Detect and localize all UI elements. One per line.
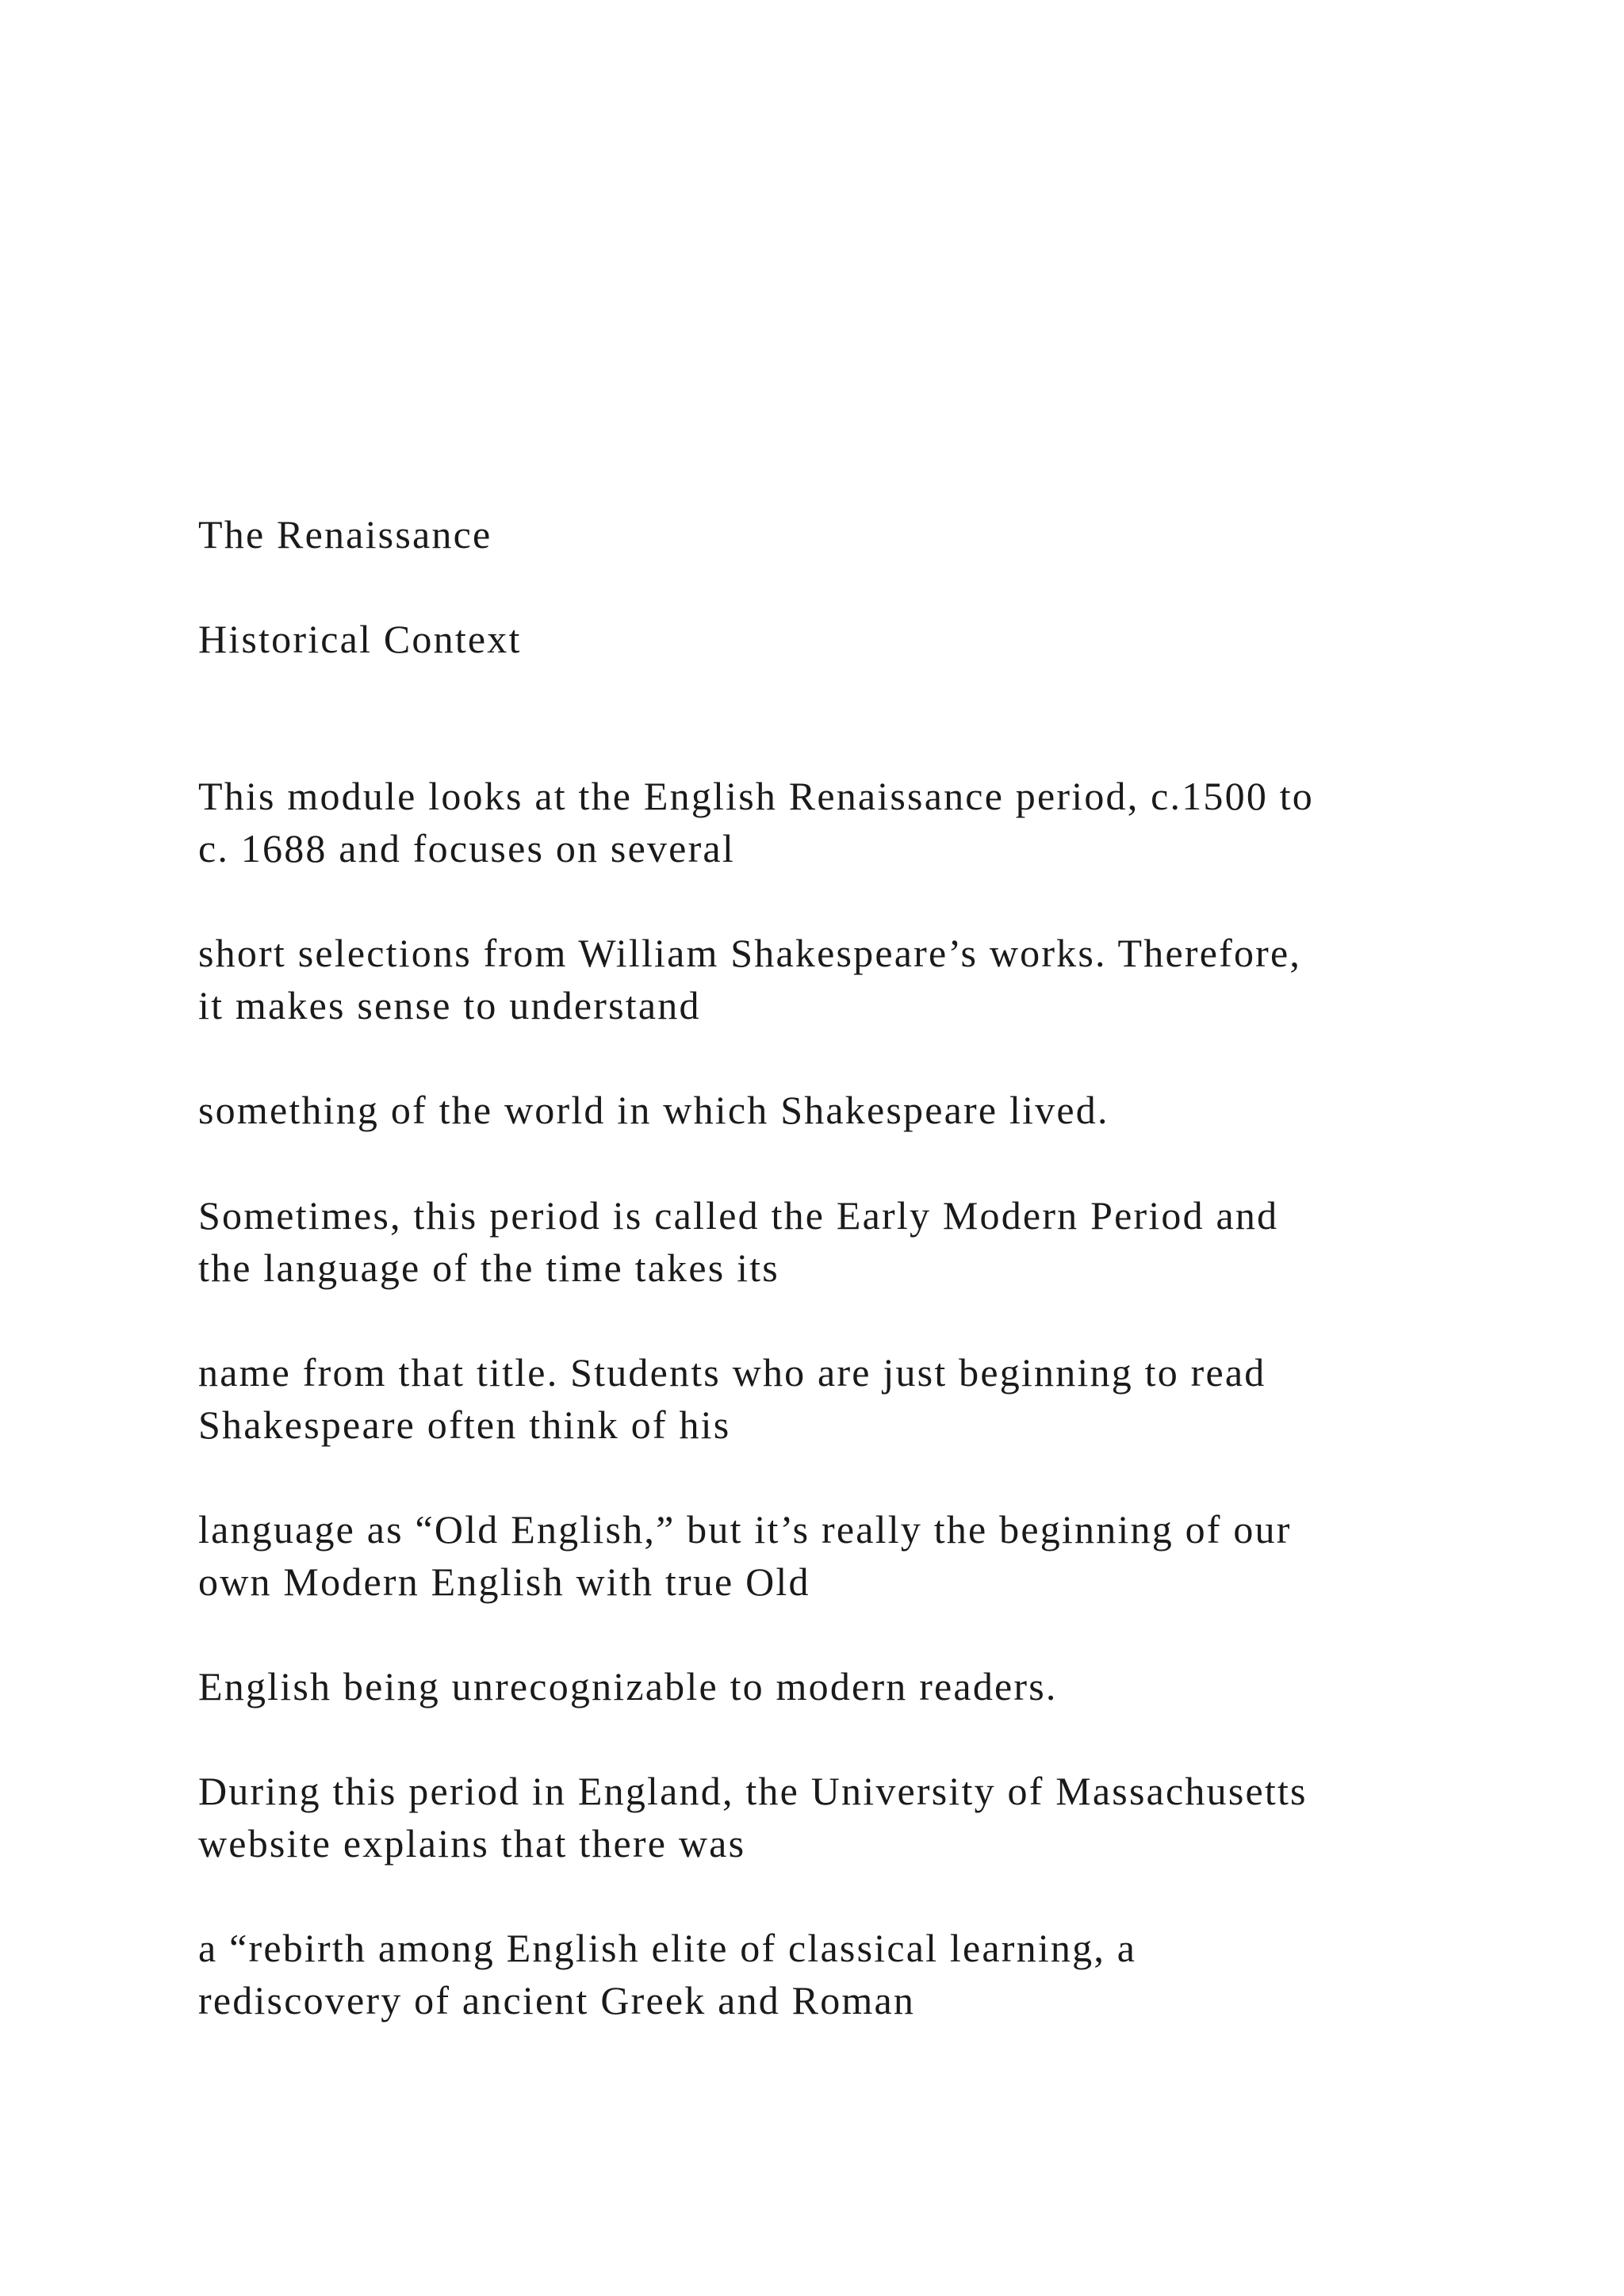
body-line: it makes sense to understand: [198, 983, 701, 1027]
body-line: name from that title. Students who are just beginning to read: [198, 1350, 1266, 1395]
body-line: language as “Old English,” but it’s really the beginning of our: [198, 1507, 1292, 1552]
body-line: Shakespeare often think of his: [198, 1402, 731, 1447]
body-line: something of the world in which Shakespeare lived.: [198, 1088, 1109, 1132]
body-line: rediscovery of ancient Greek and Roman: [198, 1978, 916, 2022]
body-line: short selections from William Shakespeare’s works. Therefore,: [198, 931, 1302, 975]
body-line: English being unrecognizable to modern readers.: [198, 1664, 1058, 1709]
body-line: c. 1688 and focuses on several: [198, 826, 735, 871]
section-heading: Historical Context: [198, 617, 522, 661]
body-line: own Modern English with true Old: [198, 1559, 810, 1604]
body-line: During this period in England, the University of Massachusetts: [198, 1769, 1308, 1813]
body-line: a “rebirth among English elite of classical learning, a: [198, 1926, 1137, 1970]
body-line: Sometimes, this period is called the Early Modern Period and: [198, 1193, 1279, 1238]
body-line: the language of the time takes its: [198, 1246, 779, 1290]
body-line: This module looks at the English Renaissance period, c.1500 to: [198, 774, 1315, 818]
document-title: The Renaissance: [198, 512, 492, 557]
body-line: website explains that there was: [198, 1821, 746, 1866]
